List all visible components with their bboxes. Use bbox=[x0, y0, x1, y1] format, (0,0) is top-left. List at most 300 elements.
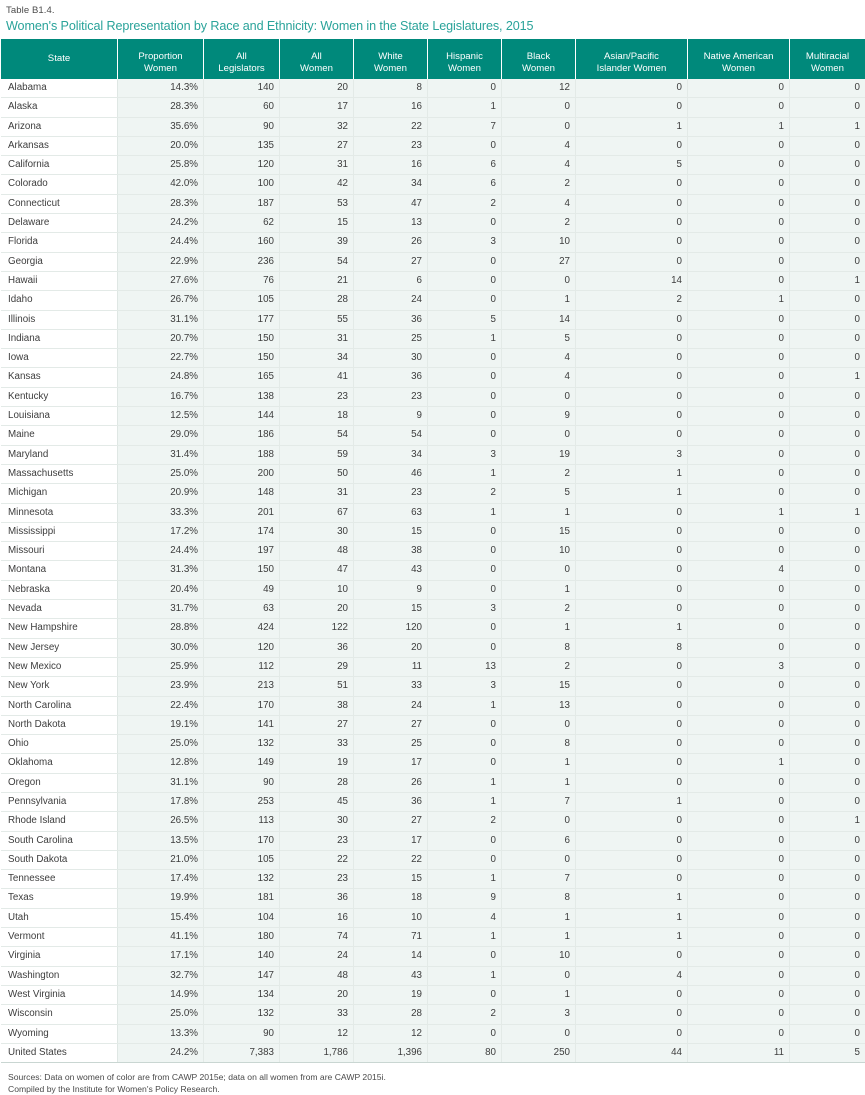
state-name-cell: Delaware bbox=[1, 214, 118, 233]
data-cell: 17.1% bbox=[118, 947, 204, 966]
data-cell: 24.4% bbox=[118, 542, 204, 561]
table-row[interactable] bbox=[1, 156, 865, 175]
column-header-line: Women bbox=[284, 63, 349, 75]
data-cell: 0 bbox=[790, 580, 865, 599]
data-cell: 0 bbox=[688, 484, 790, 503]
data-cell: 44 bbox=[576, 1043, 688, 1062]
data-cell: 7 bbox=[428, 117, 502, 136]
data-cell: 0 bbox=[688, 464, 790, 483]
data-cell: 0 bbox=[790, 966, 865, 985]
footnote-compiled: Compiled by the Institute for Women's Policy Research. bbox=[8, 1084, 767, 1095]
data-cell: 150 bbox=[204, 349, 280, 368]
state-name-cell: Pennsylvania bbox=[1, 792, 118, 811]
data-cell: 6 bbox=[428, 156, 502, 175]
data-cell: 0 bbox=[428, 754, 502, 773]
data-cell: 0 bbox=[790, 928, 865, 947]
table-row[interactable] bbox=[1, 889, 865, 908]
data-cell: 113 bbox=[204, 812, 280, 831]
data-cell: 1 bbox=[428, 792, 502, 811]
data-cell: 62 bbox=[204, 214, 280, 233]
data-cell: 0 bbox=[428, 735, 502, 754]
data-cell: 36 bbox=[280, 638, 354, 657]
state-name-cell: Arkansas bbox=[1, 136, 118, 155]
data-cell: 140 bbox=[204, 79, 280, 98]
data-cell: 0 bbox=[576, 407, 688, 426]
table-row[interactable] bbox=[1, 561, 865, 580]
state-name-cell: Maine bbox=[1, 426, 118, 445]
data-cell: 20 bbox=[354, 638, 428, 657]
data-cell: 187 bbox=[204, 194, 280, 213]
data-cell: 0 bbox=[790, 387, 865, 406]
data-cell: 23 bbox=[354, 484, 428, 503]
table-row[interactable] bbox=[1, 542, 865, 561]
data-cell: 0 bbox=[790, 98, 865, 117]
table-row[interactable] bbox=[1, 792, 865, 811]
data-cell: 36 bbox=[354, 310, 428, 329]
data-cell: 34 bbox=[354, 445, 428, 464]
data-cell: 12 bbox=[354, 1024, 428, 1043]
data-cell: 0 bbox=[688, 349, 790, 368]
data-cell: 0 bbox=[428, 79, 502, 98]
data-cell: 1 bbox=[790, 117, 865, 136]
data-cell: 0 bbox=[790, 870, 865, 889]
data-cell: 17.4% bbox=[118, 870, 204, 889]
data-cell: 424 bbox=[204, 619, 280, 638]
table-row[interactable] bbox=[1, 79, 865, 98]
data-cell: 26 bbox=[354, 773, 428, 792]
data-cell: 0 bbox=[688, 850, 790, 869]
data-cell: 0 bbox=[428, 561, 502, 580]
data-cell: 45 bbox=[280, 792, 354, 811]
table-row[interactable] bbox=[1, 715, 865, 734]
data-cell: 23 bbox=[354, 136, 428, 155]
data-cell: 27 bbox=[354, 715, 428, 734]
data-cell: 0 bbox=[688, 310, 790, 329]
data-cell: 0 bbox=[576, 600, 688, 619]
data-cell: 32 bbox=[280, 117, 354, 136]
data-cell: 80 bbox=[428, 1043, 502, 1062]
data-cell: 51 bbox=[280, 677, 354, 696]
data-cell: 0 bbox=[790, 175, 865, 194]
data-cell: 19 bbox=[280, 754, 354, 773]
data-cell: 8 bbox=[354, 79, 428, 98]
data-cell: 22.7% bbox=[118, 349, 204, 368]
data-cell: 30 bbox=[354, 349, 428, 368]
data-cell: 0 bbox=[576, 696, 688, 715]
data-cell: 17 bbox=[280, 98, 354, 117]
table-body bbox=[1, 79, 865, 1063]
table-row[interactable] bbox=[1, 175, 865, 194]
data-cell: 0 bbox=[688, 98, 790, 117]
data-cell: 16 bbox=[354, 156, 428, 175]
data-cell: 0 bbox=[502, 387, 576, 406]
data-cell: 27.6% bbox=[118, 271, 204, 290]
state-name-cell: United States bbox=[1, 1043, 118, 1062]
column-header-line: Hispanic bbox=[432, 51, 497, 63]
data-cell: 188 bbox=[204, 445, 280, 464]
data-cell: 3 bbox=[428, 677, 502, 696]
data-cell: 0 bbox=[576, 850, 688, 869]
data-cell: 134 bbox=[204, 985, 280, 1004]
data-cell: 0 bbox=[790, 445, 865, 464]
data-cell: 10 bbox=[502, 947, 576, 966]
table-row[interactable] bbox=[1, 638, 865, 657]
data-cell: 33 bbox=[280, 735, 354, 754]
table-row[interactable] bbox=[1, 117, 865, 136]
data-cell: 14 bbox=[502, 310, 576, 329]
data-cell: 0 bbox=[790, 194, 865, 213]
data-cell: 0 bbox=[688, 928, 790, 947]
data-cell: 20.4% bbox=[118, 580, 204, 599]
data-cell: 0 bbox=[790, 464, 865, 483]
table-row[interactable] bbox=[1, 387, 865, 406]
data-cell: 0 bbox=[502, 715, 576, 734]
data-cell: 31 bbox=[280, 484, 354, 503]
data-cell: 0 bbox=[576, 136, 688, 155]
data-cell: 0 bbox=[790, 715, 865, 734]
data-cell: 24.8% bbox=[118, 368, 204, 387]
data-cell: 1 bbox=[502, 985, 576, 1004]
data-cell: 76 bbox=[204, 271, 280, 290]
data-cell: 1 bbox=[428, 329, 502, 348]
table-row[interactable] bbox=[1, 985, 865, 1004]
data-cell: 20 bbox=[280, 600, 354, 619]
data-cell: 0 bbox=[502, 1024, 576, 1043]
data-cell: 9 bbox=[354, 407, 428, 426]
data-cell: 20.9% bbox=[118, 484, 204, 503]
data-cell: 13 bbox=[428, 657, 502, 676]
data-cell: 10 bbox=[354, 908, 428, 927]
data-cell: 23.9% bbox=[118, 677, 204, 696]
data-cell: 1 bbox=[502, 580, 576, 599]
table-row[interactable] bbox=[1, 850, 865, 869]
data-cell: 10 bbox=[502, 542, 576, 561]
column-header-all-women[interactable] bbox=[280, 39, 354, 79]
data-cell: 16 bbox=[354, 98, 428, 117]
table-row[interactable] bbox=[1, 928, 865, 947]
data-cell: 0 bbox=[428, 542, 502, 561]
data-cell: 0 bbox=[790, 310, 865, 329]
data-cell: 0 bbox=[790, 561, 865, 580]
data-cell: 22.4% bbox=[118, 696, 204, 715]
data-cell: 1 bbox=[790, 812, 865, 831]
data-cell: 0 bbox=[688, 870, 790, 889]
data-cell: 0 bbox=[576, 657, 688, 676]
data-cell: 0 bbox=[688, 542, 790, 561]
state-name-cell: Nevada bbox=[1, 600, 118, 619]
data-cell: 4 bbox=[576, 966, 688, 985]
data-cell: 36 bbox=[354, 792, 428, 811]
data-cell: 2 bbox=[428, 1005, 502, 1024]
data-cell: 0 bbox=[502, 117, 576, 136]
column-header-line: Women bbox=[122, 63, 199, 75]
data-cell: 0 bbox=[688, 1024, 790, 1043]
table-row[interactable] bbox=[1, 812, 865, 831]
table-row[interactable] bbox=[1, 271, 865, 290]
table-row[interactable] bbox=[1, 831, 865, 850]
table-row[interactable] bbox=[1, 214, 865, 233]
data-cell: 26 bbox=[354, 233, 428, 252]
table-row[interactable] bbox=[1, 368, 865, 387]
data-cell: 1 bbox=[576, 792, 688, 811]
data-cell: 0 bbox=[502, 850, 576, 869]
table-number: Table B1.4. bbox=[6, 4, 769, 17]
data-cell: 0 bbox=[790, 889, 865, 908]
data-cell: 0 bbox=[428, 850, 502, 869]
data-cell: 132 bbox=[204, 1005, 280, 1024]
data-cell: 26.7% bbox=[118, 291, 204, 310]
data-cell: 31 bbox=[280, 156, 354, 175]
data-cell: 0 bbox=[428, 407, 502, 426]
table-row[interactable] bbox=[1, 677, 865, 696]
table-row[interactable] bbox=[1, 580, 865, 599]
data-cell: 47 bbox=[354, 194, 428, 213]
data-cell: 12 bbox=[280, 1024, 354, 1043]
column-header-all-legislators[interactable] bbox=[204, 39, 280, 79]
data-cell: 42.0% bbox=[118, 175, 204, 194]
column-header-proportion-women[interactable] bbox=[118, 39, 204, 79]
data-cell: 1 bbox=[428, 503, 502, 522]
table-row[interactable] bbox=[1, 1043, 865, 1062]
state-name-cell: South Dakota bbox=[1, 850, 118, 869]
data-cell: 100 bbox=[204, 175, 280, 194]
data-cell: 29.0% bbox=[118, 426, 204, 445]
data-cell: 0 bbox=[688, 271, 790, 290]
table-row[interactable] bbox=[1, 484, 865, 503]
table-row[interactable] bbox=[1, 349, 865, 368]
table-row[interactable] bbox=[1, 657, 865, 676]
data-cell: 0 bbox=[576, 754, 688, 773]
data-cell: 90 bbox=[204, 1024, 280, 1043]
column-header-line: Proportion bbox=[122, 51, 199, 63]
data-cell: 0 bbox=[576, 561, 688, 580]
data-cell: 1 bbox=[688, 291, 790, 310]
column-header-line: Women bbox=[358, 63, 423, 75]
data-cell: 3 bbox=[428, 445, 502, 464]
table-row[interactable] bbox=[1, 291, 865, 310]
table-row[interactable] bbox=[1, 426, 865, 445]
table-row[interactable] bbox=[1, 619, 865, 638]
table-row[interactable] bbox=[1, 754, 865, 773]
data-cell: 20.7% bbox=[118, 329, 204, 348]
data-cell: 24 bbox=[354, 696, 428, 715]
data-cell: 0 bbox=[790, 792, 865, 811]
table-row[interactable] bbox=[1, 503, 865, 522]
data-cell: 0 bbox=[790, 831, 865, 850]
data-cell: 4 bbox=[688, 561, 790, 580]
data-cell: 59 bbox=[280, 445, 354, 464]
data-cell: 0 bbox=[688, 252, 790, 271]
data-cell: 197 bbox=[204, 542, 280, 561]
data-cell: 15 bbox=[280, 214, 354, 233]
state-name-cell: Massachusetts bbox=[1, 464, 118, 483]
data-cell: 2 bbox=[576, 291, 688, 310]
data-cell: 31.1% bbox=[118, 310, 204, 329]
state-name-cell: Utah bbox=[1, 908, 118, 927]
table-row[interactable] bbox=[1, 445, 865, 464]
data-cell: 28.8% bbox=[118, 619, 204, 638]
data-cell: 50 bbox=[280, 464, 354, 483]
data-cell: 0 bbox=[428, 831, 502, 850]
table-row[interactable] bbox=[1, 464, 865, 483]
state-name-cell: Rhode Island bbox=[1, 812, 118, 831]
data-cell: 0 bbox=[428, 522, 502, 541]
data-cell: 1 bbox=[688, 117, 790, 136]
data-cell: 7,383 bbox=[204, 1043, 280, 1062]
data-cell: 27 bbox=[354, 812, 428, 831]
data-cell: 1 bbox=[428, 870, 502, 889]
data-cell: 104 bbox=[204, 908, 280, 927]
data-cell: 60 bbox=[204, 98, 280, 117]
state-name-cell: Hawaii bbox=[1, 271, 118, 290]
data-cell: 8 bbox=[576, 638, 688, 657]
state-name-cell: Iowa bbox=[1, 349, 118, 368]
data-cell: 22 bbox=[354, 850, 428, 869]
data-cell: 1,396 bbox=[354, 1043, 428, 1062]
data-cell: 0 bbox=[576, 812, 688, 831]
table-row[interactable] bbox=[1, 773, 865, 792]
table-row[interactable] bbox=[1, 310, 865, 329]
data-cell: 0 bbox=[502, 561, 576, 580]
data-cell: 0 bbox=[790, 291, 865, 310]
data-cell: 10 bbox=[280, 580, 354, 599]
data-cell: 138 bbox=[204, 387, 280, 406]
data-cell: 0 bbox=[576, 252, 688, 271]
data-cell: 48 bbox=[280, 966, 354, 985]
table-row[interactable] bbox=[1, 233, 865, 252]
data-cell: 1 bbox=[688, 503, 790, 522]
column-header-line: Islander Women bbox=[580, 63, 683, 75]
data-cell: 71 bbox=[354, 928, 428, 947]
state-name-cell: Montana bbox=[1, 561, 118, 580]
column-header-asian-pacific-islander-women[interactable] bbox=[576, 39, 688, 79]
data-cell: 0 bbox=[428, 271, 502, 290]
data-cell: 9 bbox=[502, 407, 576, 426]
data-cell: 48 bbox=[280, 542, 354, 561]
state-name-cell: Ohio bbox=[1, 735, 118, 754]
data-cell: 25 bbox=[354, 329, 428, 348]
data-cell: 0 bbox=[688, 407, 790, 426]
data-cell: 28 bbox=[280, 773, 354, 792]
table-row[interactable] bbox=[1, 194, 865, 213]
data-cell: 25.0% bbox=[118, 735, 204, 754]
table-row[interactable] bbox=[1, 407, 865, 426]
footnotes bbox=[0, 1063, 775, 1095]
data-cell: 0 bbox=[428, 136, 502, 155]
data-cell: 20 bbox=[280, 985, 354, 1004]
column-header-line: All bbox=[208, 51, 275, 63]
data-cell: 16.7% bbox=[118, 387, 204, 406]
data-cell: 0 bbox=[428, 638, 502, 657]
data-cell: 46 bbox=[354, 464, 428, 483]
data-cell: 41 bbox=[280, 368, 354, 387]
data-cell: 22 bbox=[280, 850, 354, 869]
data-cell: 4 bbox=[428, 908, 502, 927]
data-cell: 0 bbox=[688, 812, 790, 831]
table-row[interactable] bbox=[1, 252, 865, 271]
state-name-cell: Missouri bbox=[1, 542, 118, 561]
data-cell: 1 bbox=[576, 484, 688, 503]
data-cell: 14.3% bbox=[118, 79, 204, 98]
data-cell: 0 bbox=[688, 831, 790, 850]
data-cell: 27 bbox=[280, 136, 354, 155]
state-name-cell: Oregon bbox=[1, 773, 118, 792]
data-cell: 26.5% bbox=[118, 812, 204, 831]
table-row[interactable] bbox=[1, 1005, 865, 1024]
data-cell: 38 bbox=[354, 542, 428, 561]
data-cell: 0 bbox=[790, 908, 865, 927]
column-header-multiracial-women[interactable] bbox=[790, 39, 865, 79]
data-cell: 35.6% bbox=[118, 117, 204, 136]
data-cell: 34 bbox=[354, 175, 428, 194]
data-cell: 2 bbox=[428, 194, 502, 213]
data-cell: 17.8% bbox=[118, 792, 204, 811]
table-row[interactable] bbox=[1, 329, 865, 348]
data-cell: 0 bbox=[428, 985, 502, 1004]
data-cell: 31 bbox=[280, 329, 354, 348]
column-header-line: Multiracial bbox=[794, 51, 861, 63]
column-header-state[interactable] bbox=[1, 39, 118, 79]
data-cell: 0 bbox=[688, 214, 790, 233]
data-cell: 0 bbox=[688, 966, 790, 985]
data-cell: 4 bbox=[502, 368, 576, 387]
data-cell: 13.5% bbox=[118, 831, 204, 850]
table-row[interactable] bbox=[1, 870, 865, 889]
data-cell: 0 bbox=[576, 677, 688, 696]
data-cell: 0 bbox=[428, 252, 502, 271]
data-cell: 33 bbox=[354, 677, 428, 696]
data-cell: 24.2% bbox=[118, 1043, 204, 1062]
column-header-black-women[interactable] bbox=[502, 39, 576, 79]
table-row[interactable] bbox=[1, 522, 865, 541]
table-row[interactable] bbox=[1, 735, 865, 754]
table-row[interactable] bbox=[1, 600, 865, 619]
data-cell: 0 bbox=[790, 657, 865, 676]
state-name-cell: Virginia bbox=[1, 947, 118, 966]
column-header-native-american-women[interactable] bbox=[688, 39, 790, 79]
state-name-cell: California bbox=[1, 156, 118, 175]
data-cell: 0 bbox=[502, 98, 576, 117]
data-cell: 150 bbox=[204, 329, 280, 348]
table-row[interactable] bbox=[1, 947, 865, 966]
column-header-hispanic-women[interactable] bbox=[428, 39, 502, 79]
data-cell: 15 bbox=[502, 677, 576, 696]
data-cell: 25.8% bbox=[118, 156, 204, 175]
table-row[interactable] bbox=[1, 908, 865, 927]
data-cell: 2 bbox=[502, 175, 576, 194]
table-row[interactable] bbox=[1, 966, 865, 985]
data-table bbox=[1, 39, 865, 1063]
data-cell: 0 bbox=[576, 1005, 688, 1024]
state-name-cell: Colorado bbox=[1, 175, 118, 194]
data-cell: 253 bbox=[204, 792, 280, 811]
data-cell: 41.1% bbox=[118, 928, 204, 947]
data-cell: 90 bbox=[204, 117, 280, 136]
state-name-cell: Washington bbox=[1, 966, 118, 985]
table-row[interactable] bbox=[1, 696, 865, 715]
table-row[interactable] bbox=[1, 98, 865, 117]
data-cell: 20.0% bbox=[118, 136, 204, 155]
state-name-cell: Georgia bbox=[1, 252, 118, 271]
data-cell: 0 bbox=[790, 79, 865, 98]
data-cell: 0 bbox=[790, 1005, 865, 1024]
table-row[interactable] bbox=[1, 1024, 865, 1043]
data-cell: 120 bbox=[204, 156, 280, 175]
state-name-cell: Nebraska bbox=[1, 580, 118, 599]
table-row[interactable] bbox=[1, 136, 865, 155]
data-cell: 19.1% bbox=[118, 715, 204, 734]
column-header-white-women[interactable] bbox=[354, 39, 428, 79]
